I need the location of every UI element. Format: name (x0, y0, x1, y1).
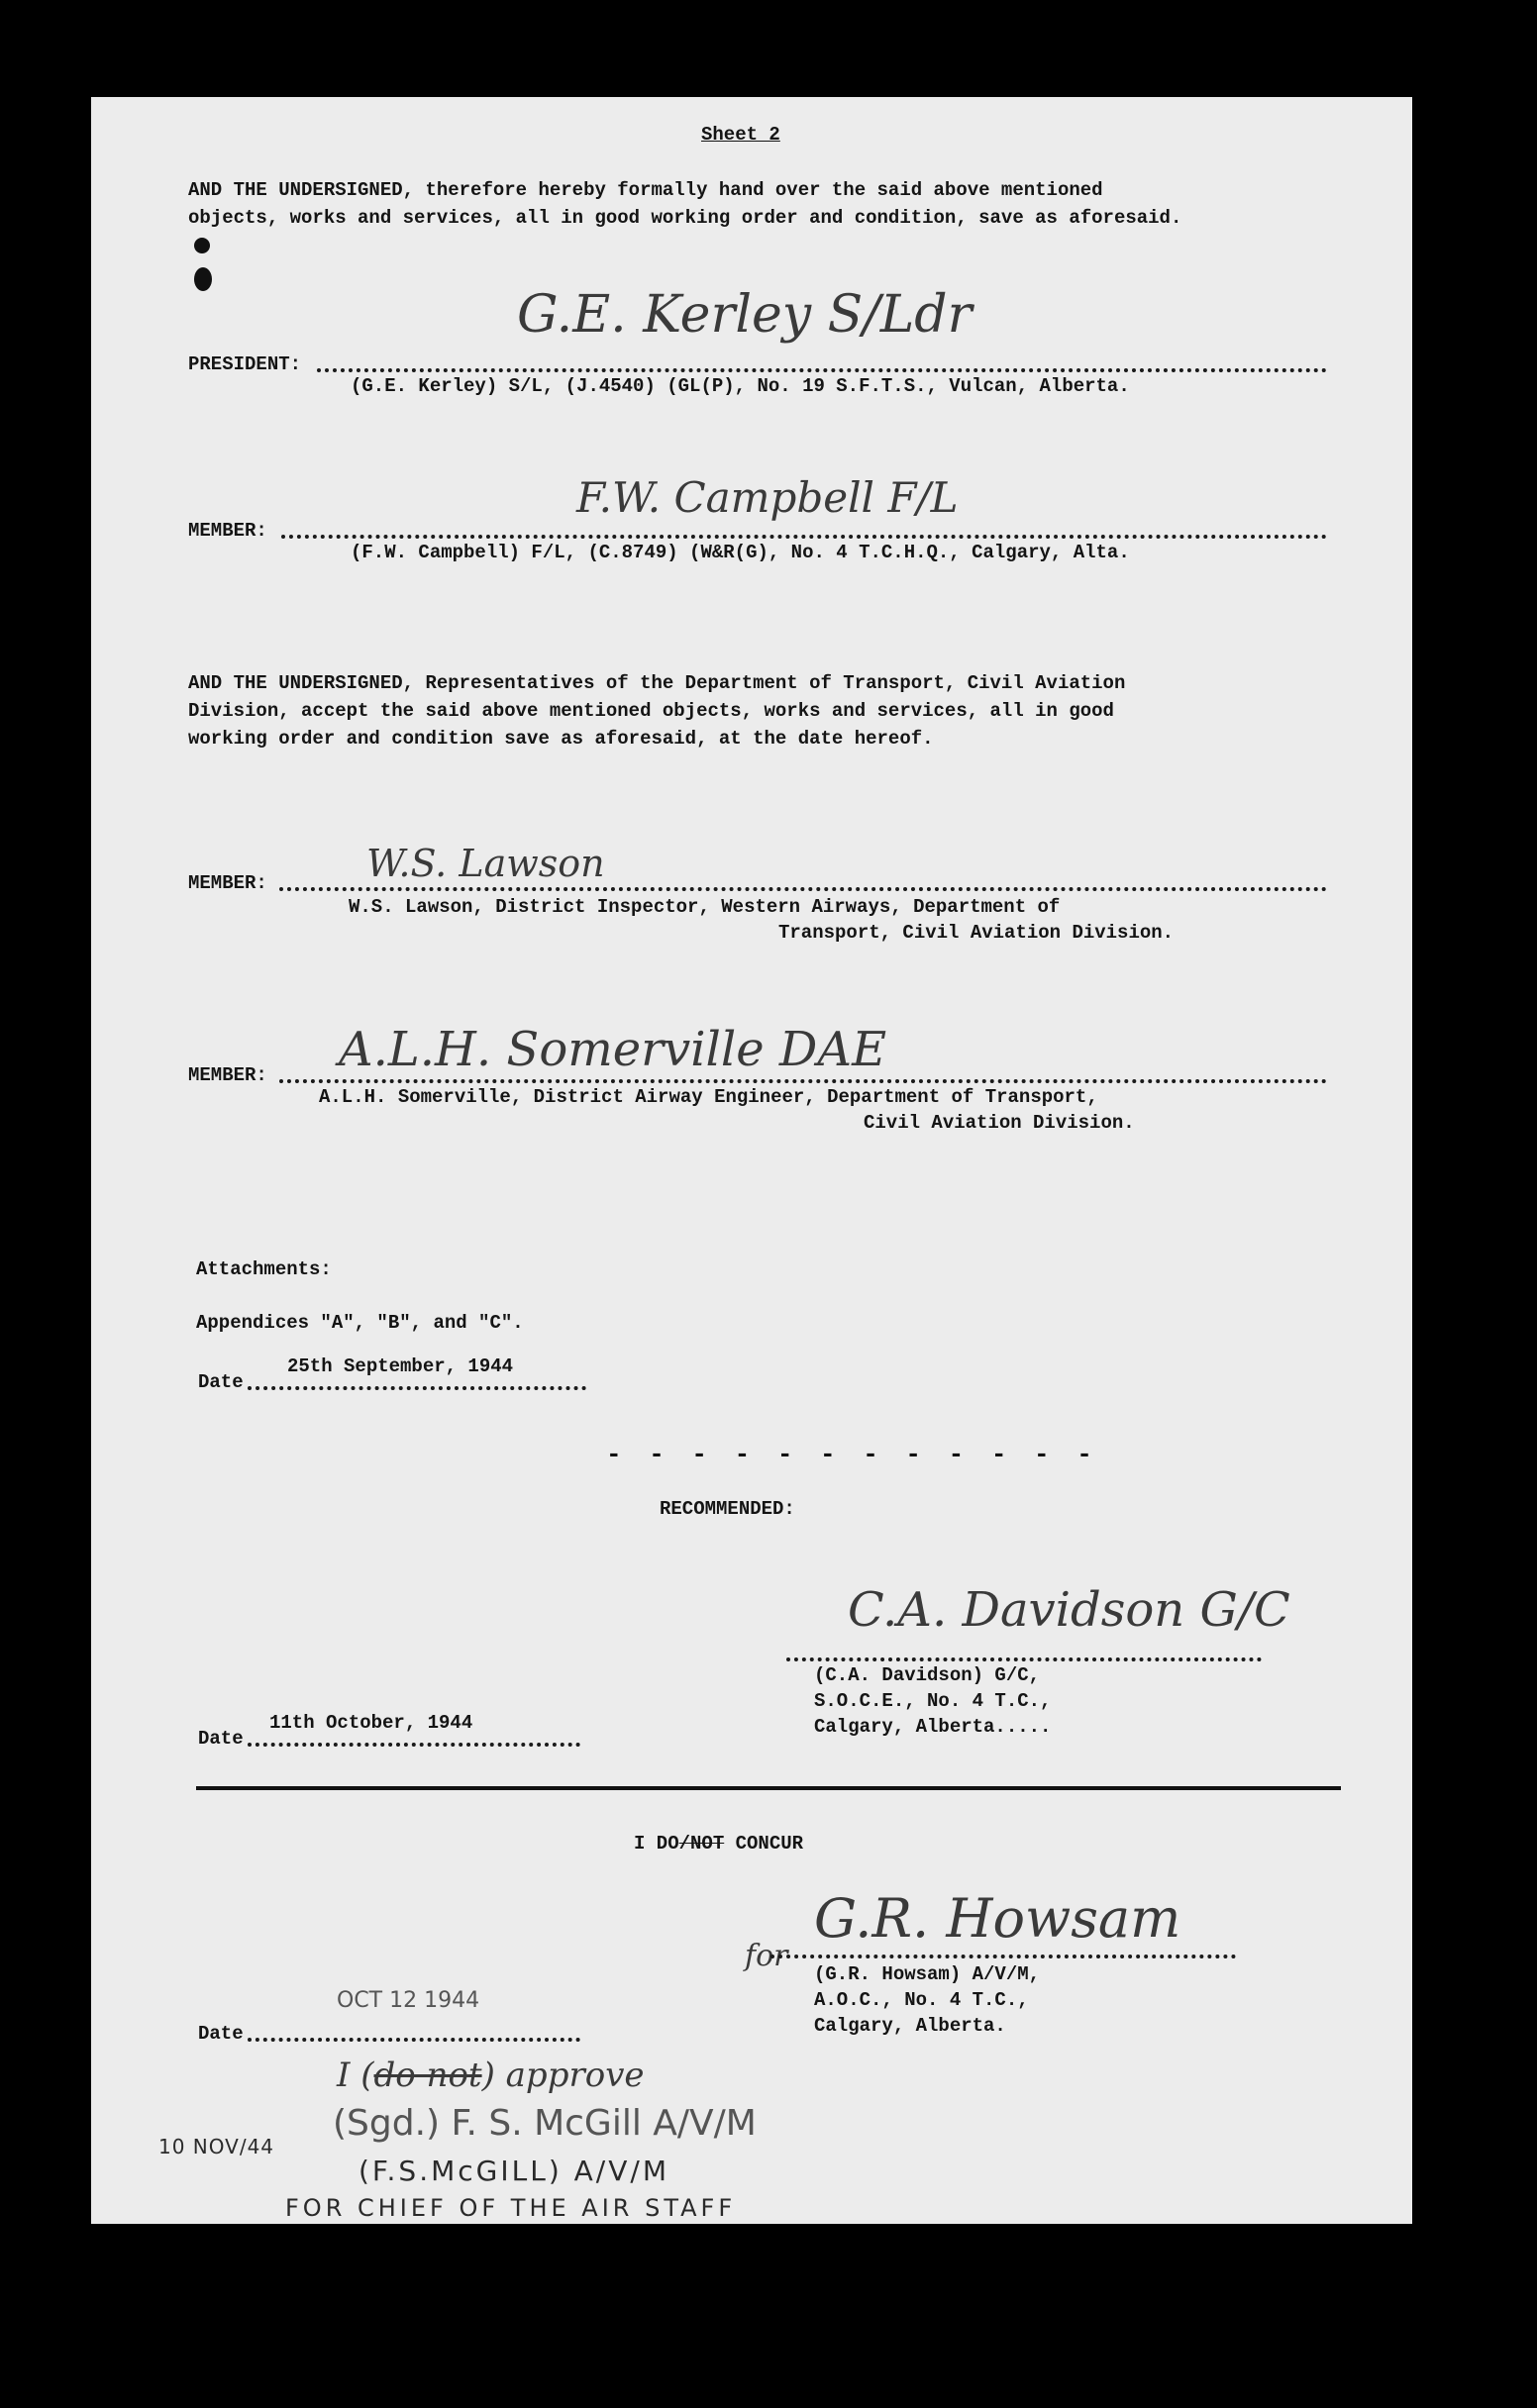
handover-line-2: objects, works and services, all in good working order and condition, save as aforesaid. (188, 207, 1182, 229)
member2-caption-line-2: Transport, Civil Aviation Division. (778, 922, 1175, 944)
recommended-line-1: (C.A. Davidson) G/C, (814, 1664, 1041, 1686)
member3-signature-line (279, 1079, 1327, 1083)
concur-signature-line (770, 1955, 1236, 1958)
approval-side-date: 10 NOV/44 (158, 2135, 275, 2158)
member3-label: MEMBER: (188, 1064, 267, 1086)
member3-caption-line-1: A.L.H. Somerville, District Airway Engineer, Department of Transport, (319, 1086, 1098, 1108)
member2-signature-line (279, 887, 1327, 891)
concur-date-label: Date (198, 2023, 244, 2045)
concur-date-stamp: OCT 12 1944 (337, 1988, 480, 2013)
member2-caption-line-1: W.S. Lawson, District Inspector, Western Airways, Department of (349, 896, 1061, 918)
approval-statement (337, 2056, 645, 2095)
recommended-signature: C.A. Davidson G/C (848, 1582, 1290, 1638)
concur-suffix: CONCUR (724, 1833, 804, 1855)
concur-prefix: I DO (634, 1833, 679, 1855)
sheet-title: Sheet 2 (701, 124, 780, 146)
concur-line-2: A.O.C., No. 4 T.C., (814, 1989, 1029, 2011)
member1-signature: F.W. Campbell F/L (576, 473, 959, 522)
approval-name-line: (F.S.McGILL) A/V/M (359, 2155, 669, 2187)
recommended-date-label: Date (198, 1728, 244, 1750)
appendices-text: Appendices "A", "B", and "C". (196, 1312, 524, 1334)
attachments-label: Attachments: (196, 1258, 332, 1280)
sgd-stamp: (Sgd.) F. S. McGill A/V/M (333, 2103, 757, 2144)
attachments-date-label: Date (198, 1371, 244, 1393)
president-caption: (G.E. Kerley) S/L, (J.4540) (GL(P), No. 19 S.F.T.S., Vulcan, Alberta. (351, 375, 1130, 397)
concur-line-3: Calgary, Alberta. (814, 2015, 1006, 2037)
approval-prefix: I ( (337, 2056, 374, 2095)
president-signature: G.E. Kerley S/Ldr (517, 285, 973, 345)
section-divider: - - - - - - - - - - - - (606, 1440, 1098, 1469)
recommended-line-3: Calgary, Alberta..... (814, 1716, 1052, 1738)
member1-signature-line (281, 535, 1327, 539)
recommended-date-line (248, 1743, 580, 1747)
document-page (91, 97, 1412, 2224)
handover-line-1: AND THE UNDERSIGNED, therefore hereby formally hand over the said above mentioned (188, 179, 1103, 201)
member3-signature: A.L.H. Somerville DAE (339, 1022, 887, 1077)
concur-statement (634, 1832, 803, 1856)
approval-struck-word: do not (373, 2056, 482, 2095)
attachments-date-value: 25th September, 1944 (287, 1355, 514, 1377)
punch-hole-mark (194, 267, 212, 291)
attachments-date-line (248, 1386, 586, 1390)
recommended-line-2: S.O.C.E., No. 4 T.C., (814, 1690, 1052, 1712)
concur-for-mark: for (745, 1939, 788, 1973)
member1-label: MEMBER: (188, 520, 267, 542)
concur-date-line (248, 2038, 580, 2042)
president-label: PRESIDENT: (188, 353, 302, 375)
horizontal-rule (196, 1786, 1341, 1790)
president-signature-line (317, 368, 1327, 372)
concur-line-1: (G.R. Howsam) A/V/M, (814, 1963, 1041, 1985)
concur-struck-word: /NOT (678, 1833, 725, 1855)
approval-suffix: ) approve (481, 2056, 645, 2095)
member2-label: MEMBER: (188, 872, 267, 894)
recommended-date-value: 11th October, 1944 (269, 1712, 473, 1734)
concur-signature: G.R. Howsam (814, 1887, 1181, 1950)
member1-caption: (F.W. Campbell) F/L, (C.8749) (W&R(G), No. 4 T.C.H.Q., Calgary, Alta. (351, 542, 1130, 563)
member2-signature: W.S. Lawson (366, 842, 605, 885)
acceptance-line-2: Division, accept the said above mentioned objects, works and services, all in good (188, 700, 1114, 722)
punch-hole-mark (194, 238, 210, 253)
acceptance-line-3: working order and condition save as aforesaid, at the date hereof. (188, 728, 934, 750)
recommended-label: RECOMMENDED: (660, 1498, 795, 1520)
approval-chief-line: FOR CHIEF OF THE AIR STAFF (285, 2194, 737, 2222)
recommended-signature-line (786, 1657, 1262, 1661)
acceptance-line-1: AND THE UNDERSIGNED, Representatives of the Department of Transport, Civil Aviation (188, 672, 1126, 694)
member3-caption-line-2: Civil Aviation Division. (864, 1112, 1135, 1134)
